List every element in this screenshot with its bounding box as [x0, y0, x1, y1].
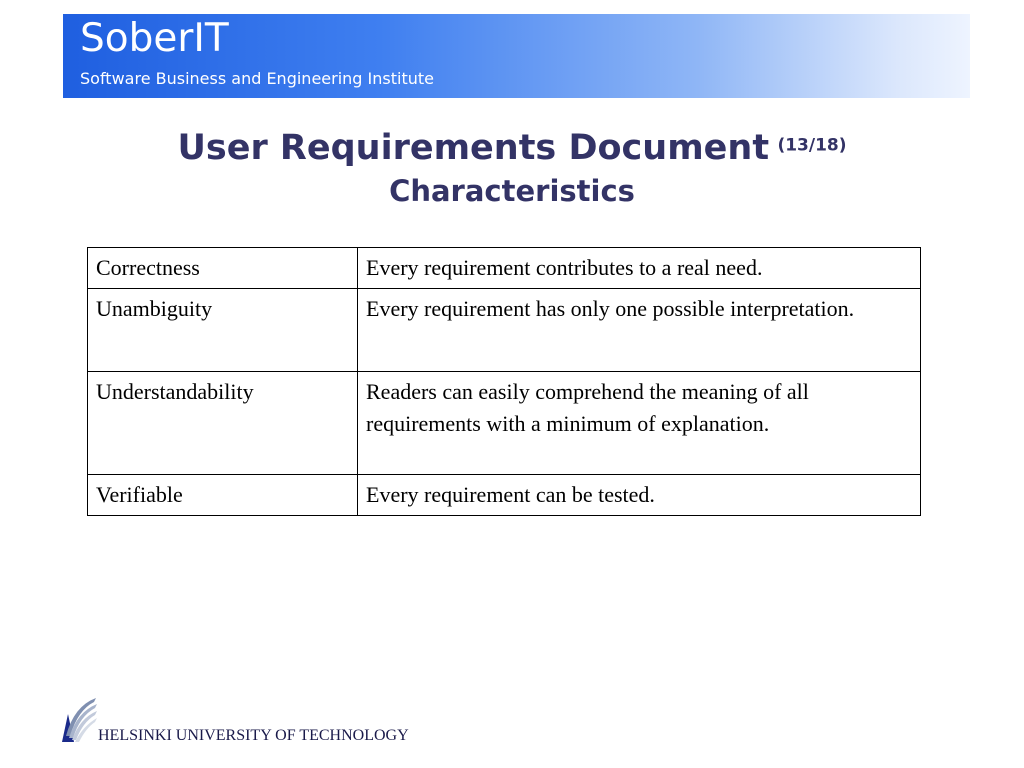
header-subtitle: Software Business and Engineering Institute [80, 69, 434, 88]
characteristics-table [87, 247, 921, 516]
table-cell-description: Every requirement contributes to a real need. [358, 248, 921, 289]
table-cell-term: Unambiguity [88, 289, 358, 372]
table-cell-term: Correctness [88, 248, 358, 289]
table-row [88, 475, 921, 516]
slide-title [0, 125, 1024, 211]
footer [60, 696, 480, 746]
header-banner [63, 14, 970, 98]
table-row [88, 372, 921, 475]
table-cell-description: Readers can easily comprehend the meaning of all requirements with a minimum of explanation. [358, 372, 921, 475]
table-cell-description: Every requirement can be tested. [358, 475, 921, 516]
slide-subtitle: Characteristics [389, 174, 635, 208]
hut-logo-icon [60, 696, 98, 744]
page-counter: (13/18) [777, 135, 847, 156]
footer-institution: HELSINKI UNIVERSITY OF TECHNOLOGY [98, 727, 409, 744]
table-row [88, 248, 921, 289]
table-cell-term: Understandability [88, 372, 358, 475]
slide-title-main: User Requirements Document [177, 128, 770, 168]
table-cell-term: Verifiable [88, 475, 358, 516]
header-title: SoberIT [80, 16, 229, 61]
table-row [88, 289, 921, 372]
table-cell-description: Every requirement has only one possible interpretation. [358, 289, 921, 372]
